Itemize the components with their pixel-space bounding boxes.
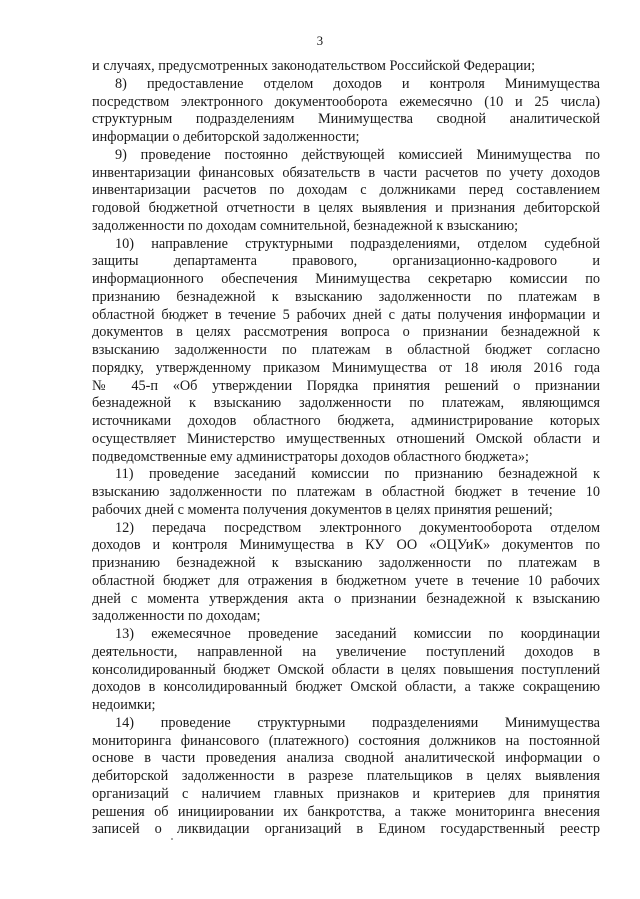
text-line: информации о дебиторской задолженности;	[92, 129, 360, 145]
text-line: источниками доходов областного бюджета, администрирование которых	[92, 413, 600, 429]
text-line: доходов и контроля Минимущества в КУ ОО «ОЦУиК» документов по	[92, 537, 600, 554]
text-line: задолженности по доходам сомнительной, безнадежной к взысканию;	[92, 217, 519, 234]
text-line: осуществляет Министерство имущественных отношений Омской области и	[92, 430, 600, 447]
text-line: областной бюджет в течение 5 рабочих дней с даты получения информации и	[92, 306, 600, 323]
text-line: 13) ежемесячное проведение заседаний комиссии по координации	[115, 626, 600, 642]
text-line: взысканию задолженности по платежам в областной бюджет согласно	[92, 342, 600, 358]
text-line: порядку, утвержденному приказом Минимущества от 18 июля 2016 года	[92, 359, 600, 376]
text-line: задолженности по доходам;	[92, 608, 261, 625]
text-line: безнадежной к взысканию задолженности по платежам, являющимся	[92, 395, 600, 412]
text-line: 9) проведение постоянно действующей комиссией Минимущества по	[115, 146, 600, 163]
text-line: доходов в консолидированный бюджет Омской области, а также сокращению	[92, 679, 600, 696]
text-line: информационного обеспечения Минимущества секретарю комиссии по	[92, 271, 600, 287]
text-line: мониторинга финансового (платежного) состояния должников на постоянной	[92, 732, 600, 749]
text-line: деятельности, направленной на увеличение поступлений доходов в	[92, 643, 600, 660]
text-line: документов в целях рассмотрения вопроса о признании безнадежной к	[92, 324, 600, 341]
text-line: и случаях, предусмотренных законодательством Российской Федерации;	[92, 58, 536, 74]
text-line: инвентаризации расчетов по доходам с должниками перед составлением	[92, 182, 600, 199]
document-body	[92, 58, 600, 839]
text-line: признанию безнадежной к взысканию задолженности по платежам в	[92, 288, 600, 305]
text-line: областной бюджет для отражения в бюджетном учете в течение 10 рабочих	[92, 572, 600, 589]
text-line: 8) предоставление отделом доходов и контроля Минимущества	[115, 75, 600, 92]
text-line: 11) проведение заседаний комиссии по признанию безнадежной к	[115, 466, 600, 483]
text-line: инвентаризации финансовых обязательств в части расчетов по учету доходов	[92, 164, 600, 181]
text-line: решения об инициировании их банкротства, а также мониторинга внесения	[92, 803, 600, 820]
text-line: дней с момента утверждения акта о признании безнадежной к взысканию	[92, 590, 600, 607]
text-line: защиты департамента правового, организационно-кадрового и	[92, 253, 600, 270]
text-line: 12) передача посредством электронного документооборота отделом	[115, 519, 600, 536]
text-line: 14) проведение структурными подразделениями Минимущества	[115, 714, 600, 731]
text-line: посредством электронного документооборота ежемесячно (10 и 25 числа)	[92, 93, 600, 110]
text-line: структурным подразделениям Минимущества сводной аналитической	[92, 111, 600, 128]
text-line: основе в части проведения анализа сводной аналитической информации о	[92, 750, 600, 767]
scan-artifact-dot	[171, 838, 173, 840]
text-line: признанию безнадежной к взысканию задолженности по платежам в	[92, 555, 600, 571]
text-line: № 45-п «Об утверждении Порядка принятия решений о признании	[92, 377, 600, 394]
text-line: рабочих дней с момента получения документов в целях принятия решений;	[92, 501, 553, 518]
page-number: 3	[316, 33, 324, 48]
text-line: консолидированный бюджет Омской области в целях повышения поступлений	[92, 661, 600, 678]
text-line: взысканию задолженности по платежам в областной бюджет в течение 10	[92, 484, 600, 500]
text-line: подведомственные ему администраторы доходов областного бюджета»;	[92, 448, 530, 465]
text-line: 10) направление структурными подразделениями, отделом судебной	[115, 235, 600, 252]
text-line: недоимки;	[92, 697, 156, 713]
text-line: организаций с наличием главных признаков и критериев для принятия	[92, 785, 600, 802]
text-line: записей о ликвидации организаций в Едином государственный реестр	[92, 821, 600, 838]
text-line: дебиторской задолженности в разрезе плательщиков в целях выявления	[92, 768, 600, 784]
text-line: годовой бюджетной отчетности в целях выявления и признания дебиторской	[92, 200, 600, 216]
